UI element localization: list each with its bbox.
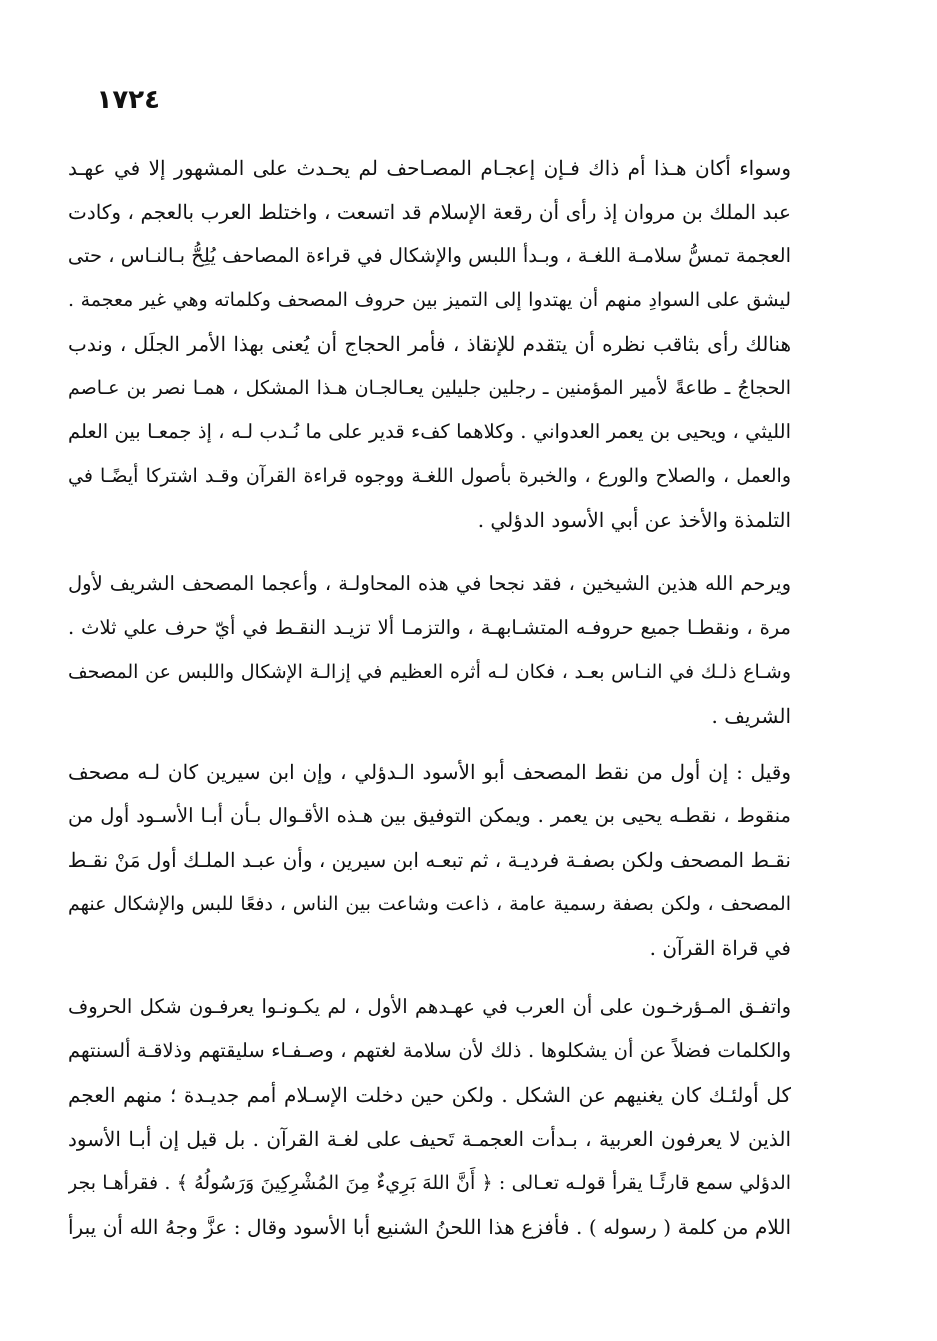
text-line: الحجاجُ ـ طاعةً لأمير المؤمنين ـ رجلين جليلين يعـالجـان هـذا المشكل ، همـا نصر بن عـاصم — [68, 377, 791, 399]
paragraph-2 — [68, 562, 791, 738]
paragraph-4 — [68, 985, 791, 1249]
text-line: اللام من كلمة ( رسوله ) . فأفزع هذا اللحنُ الشنيع أبا الأسود وقال : عزَّ وجهُ الله أن يبرأ — [68, 1215, 791, 1239]
text-line: العجمة تمسُّ سلامـة اللغـة ، وبـدأ اللبس والإشكال في قراءة المصاحف يُلِحُّ بـالنـاس ، حتى — [68, 244, 791, 267]
text-line: والكلمات فضلاً عن أن يشكلوها . ذلك لأن سلامة لغتهم ، وصـفـاء سليقتهم وذلاقـة ألسنتهم — [68, 1039, 791, 1062]
text-line: مرة ، ونقطـا جميع حروفـه المتشـابهـة ، والتزمـا ألا تزيـد النقـط في أيّ حرف علي ثلاث . — [68, 616, 791, 639]
text-line: الليثي ، ويحيى بن يعمر العدواني . وكلاهما كفء قدير على ما نُـدب لـه ، إذ جمعـا بين العلم — [68, 420, 791, 443]
text-line: في قراة القرآن . — [649, 936, 791, 960]
page-number: ١٧٢٤ — [96, 85, 160, 115]
text-line: هنالك رأى بثاقب نظره أن يتقدم للإنقاذ ، فأمر الحجاج أن يُعنى بهذا الأمر الجلَل ، وندب — [68, 332, 791, 356]
text-line: والعمل ، والصلاح والورع ، والخبرة بأصول اللغـة ووجوه قراءة القرآن وقـد اشتركا أيضًـا في — [68, 465, 791, 487]
text-line: واتفـق المـؤرخـون على أن العرب في عهـدهم الأول ، لم يكـونـوا يعرفـون شكل الحروف — [68, 995, 791, 1018]
text-line: التلمذة والأخذ عن أبي الأسود الدؤلي . — [477, 508, 791, 532]
text-line: عبد الملك بن مروان إذ رأى أن رقعة الإسلام قد اتسعت ، واختلط العرب بالعجم ، وكادت — [68, 200, 791, 224]
paragraph-3 — [68, 750, 791, 970]
text-line: وسواء أكان هـذا أم ذاك فـإن إعجـام المصـاحف لم يحـدث على المشهور إلا في عهـد — [68, 156, 791, 180]
text-line: وقيل : إن أول من نقط المصحف أبو الأسود الـدؤلي ، وإن ابن سيرين كان لـه مصحف — [68, 760, 791, 784]
text-line: الدؤلي سمع قارئًـا يقرأ قولـه تعـالى : ﴿ أَنَّ اللهَ بَرِيءٌ مِنَ المُشْرِكِينَ وَرَسُولُهُ ﴾ . فقرأهـا بجر — [68, 1172, 791, 1194]
text-line: ليشق على السوادِ منهم أن يهتدوا إلى التميز بين حروف المصحف وكلماته وهي غير معجمة . — [68, 289, 791, 311]
text-line: الذين لا يعرفون العربية ، بـدأت العجمـة تَحيف على لغـة القرآن . بل قيل إن أبـا الأسود — [68, 1127, 791, 1151]
paragraph-1 — [68, 146, 791, 542]
text-line: الشريف . — [711, 704, 791, 728]
text-line: المصحف ، ولكن بصفة رسمية عامة ، ذاعت وشاعت بين الناس ، دفعًا للبس والإشكال عنهم — [68, 893, 791, 915]
text-line: ويرحم الله هذين الشيخين ، فقد نجحا في هذه المحاولـة ، وأعجما المصحف الشريف لأول — [68, 572, 791, 595]
text-line: كل أولئـك كان يغنيهم عن الشكل . ولكن حين دخلت الإسـلام أمم جديـدة ؛ منهم العجم — [68, 1083, 791, 1107]
text-line: وشـاع ذلـك في النـاس بعـد ، فكان لـه أثره العظيم في إزالـة الإشكال واللبس عن المصحف — [68, 661, 791, 683]
text-line: منقوط ، نقطـه يحيى بن يعمر . ويمكن التوفيق بين هـذه الأقـوال بـأن أبـا الأسـود أول من — [68, 804, 791, 827]
text-line: نقـط المصحف ولكن بصفـة فرديـة ، ثم تبعـه ابن سيرين ، وأن عبـد الملـك أول مَنْ نقـط — [68, 848, 791, 872]
